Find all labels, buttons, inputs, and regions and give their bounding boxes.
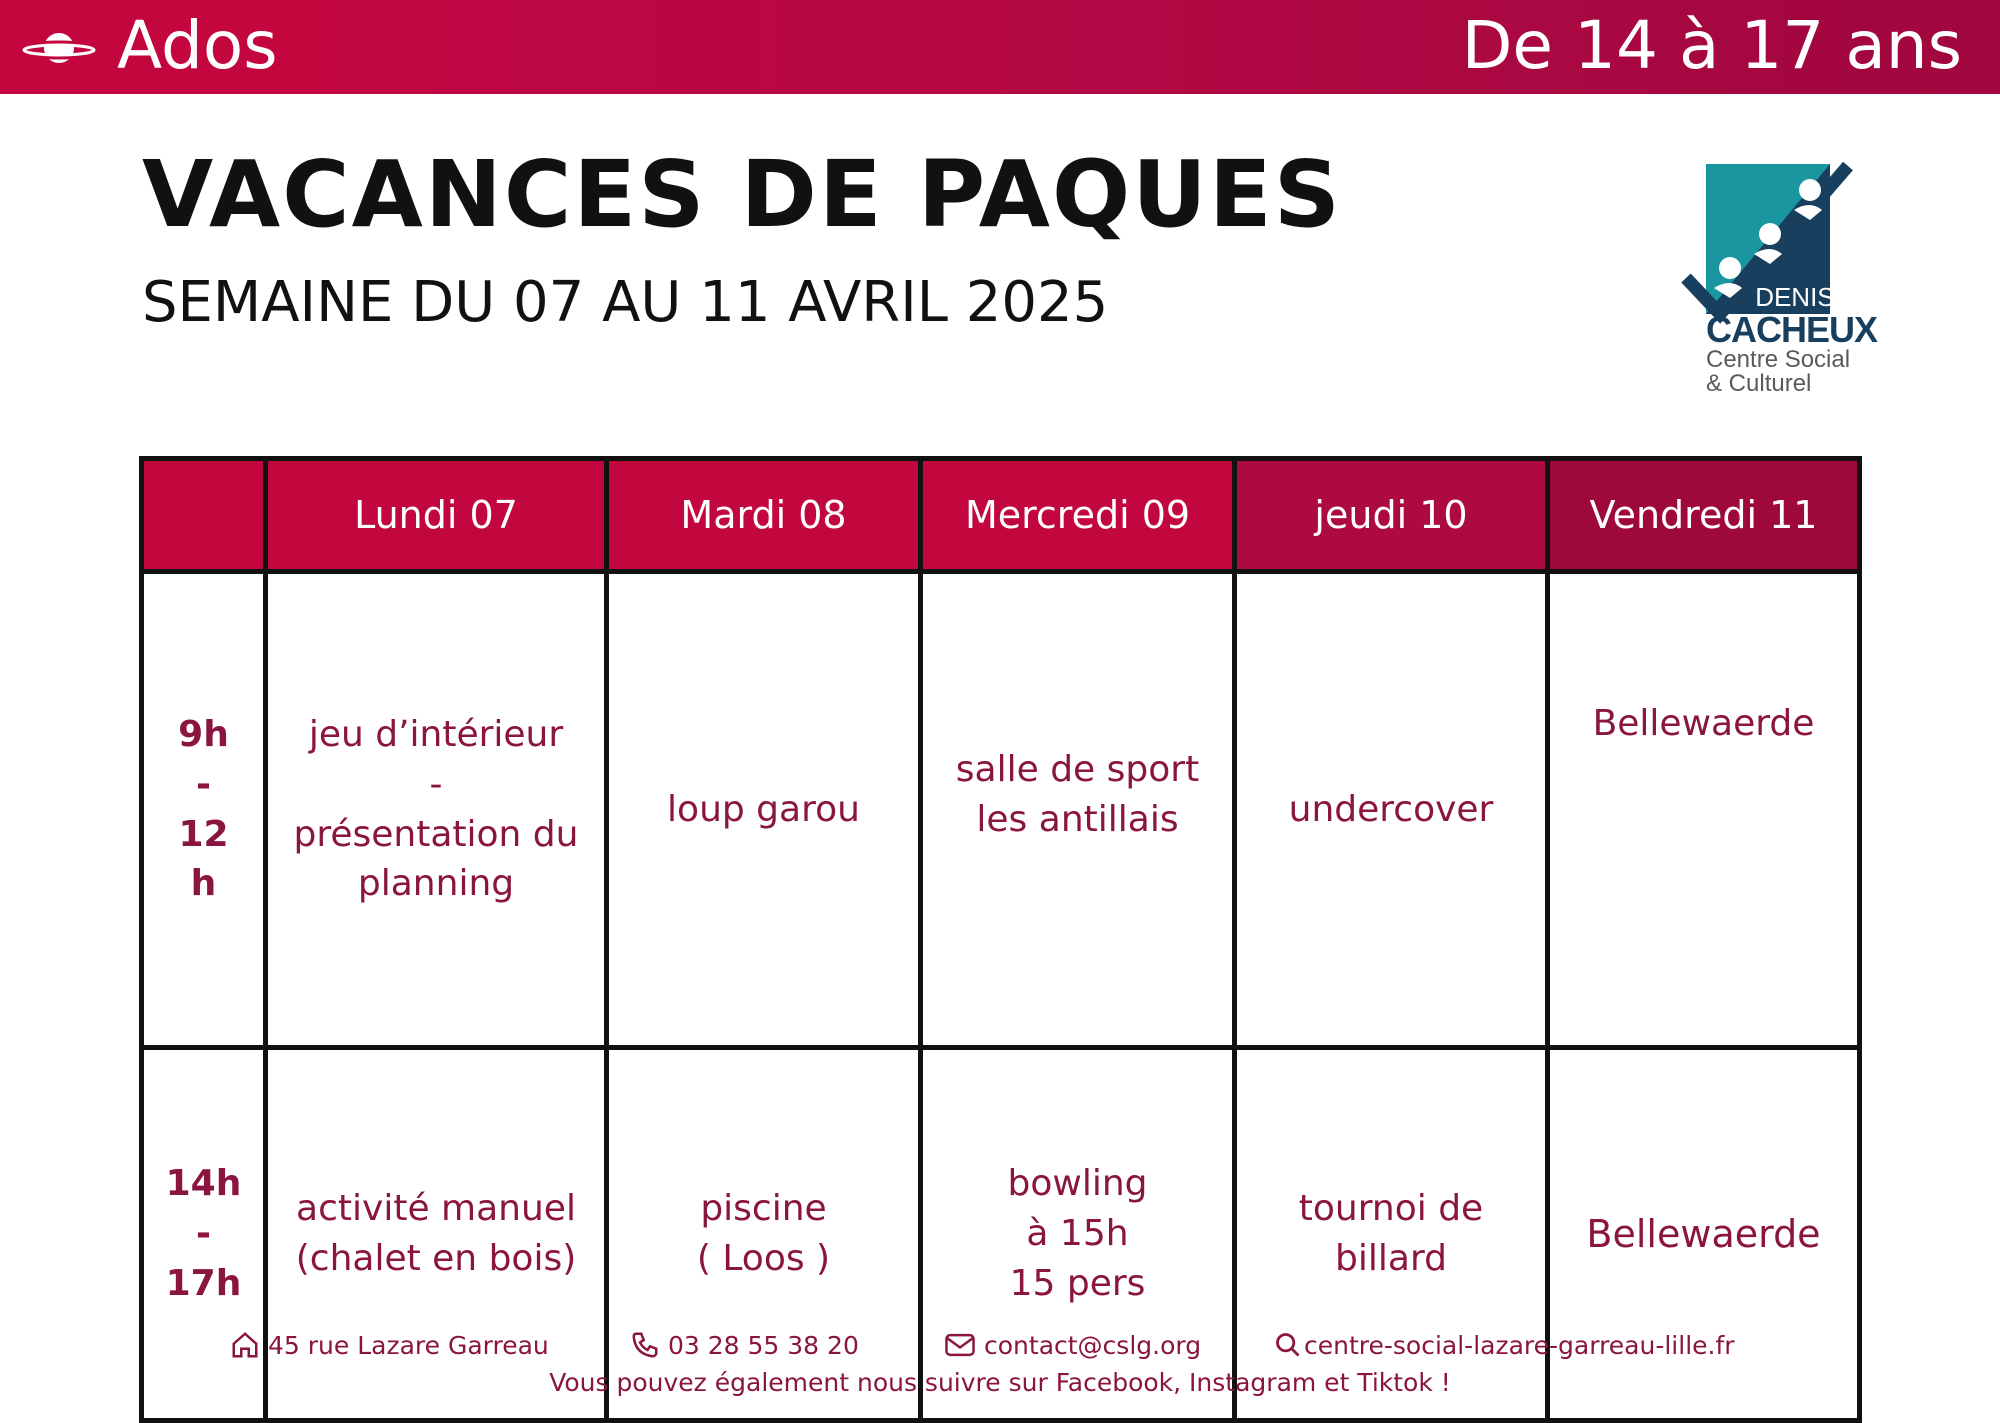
activity-cell	[921, 572, 1235, 1048]
centre-logo	[1680, 138, 1878, 398]
day-header: jeudi 10	[1235, 459, 1548, 572]
activity-line: piscine	[700, 1188, 827, 1230]
phone-icon	[630, 1330, 660, 1360]
phone-text[interactable]: 03 28 55 38 20	[668, 1330, 859, 1360]
address-contact	[230, 1330, 549, 1360]
website-contact[interactable]	[1274, 1330, 1735, 1360]
activity-line: 15 pers	[1009, 1262, 1146, 1304]
time-line: -	[196, 1213, 211, 1255]
logo-text-culturel: & Culturel	[1706, 370, 1812, 397]
schedule-table	[139, 456, 1862, 1423]
morning-row	[142, 572, 1860, 1048]
address-text: 45 rue Lazare Garreau	[268, 1330, 549, 1360]
top-banner	[0, 0, 2000, 94]
time-line: h	[190, 863, 217, 905]
activity-line: Bellewaerde	[1586, 1211, 1821, 1256]
footer-contacts	[230, 1330, 1790, 1370]
email-text[interactable]: contact@cslg.org	[984, 1330, 1202, 1360]
activity-line: bowling	[1007, 1163, 1148, 1205]
badge-label: Ados	[117, 7, 278, 84]
activity-line: billard	[1335, 1238, 1447, 1279]
age-range: De 14 à 17 ans	[1461, 7, 1962, 84]
activity-line: tournoi de	[1298, 1188, 1484, 1230]
activity-cell	[607, 572, 921, 1048]
activity-line: -	[429, 763, 443, 805]
phone-contact[interactable]	[630, 1330, 859, 1360]
activity-line: loup garou	[667, 788, 860, 830]
day-header: Vendredi 11	[1548, 459, 1860, 572]
website-text[interactable]: centre-social-lazare-garreau-lille.fr	[1304, 1330, 1735, 1360]
planet-icon	[20, 28, 98, 68]
day-header: Mardi 08	[607, 459, 921, 572]
activity-line: à 15h	[1026, 1213, 1129, 1255]
activity-line: Bellewaerde	[1592, 703, 1815, 744]
activity-line: ( Loos )	[696, 1238, 831, 1279]
mail-icon	[944, 1330, 976, 1360]
time-line: 17h	[165, 1262, 242, 1304]
email-contact[interactable]	[944, 1330, 1201, 1360]
activity-cell	[1548, 572, 1860, 1048]
time-line: 9h	[178, 714, 229, 756]
activity-line: (chalet en bois)	[295, 1238, 577, 1279]
activity-line: les antillais	[976, 798, 1179, 840]
logo-text-centre-social: Centre Social	[1706, 346, 1851, 373]
page-title: VACANCES DE PAQUES	[142, 141, 1342, 248]
page-subtitle: SEMAINE DU 07 AU 11 AVRIL 2025	[142, 270, 1109, 335]
day-header: Mercredi 09	[921, 459, 1235, 572]
activity-cell	[266, 572, 607, 1048]
time-line: 12	[178, 813, 229, 855]
activity-line: jeu d’intérieur	[308, 714, 564, 756]
activity-line: planning	[357, 863, 515, 905]
header-row	[142, 459, 1860, 572]
activity-line: activité manuel	[296, 1188, 576, 1230]
search-icon	[1274, 1330, 1302, 1360]
activity-cell	[1235, 572, 1548, 1048]
activity-line: présentation du	[293, 813, 579, 855]
activity-line: salle de sport	[955, 748, 1200, 790]
day-header: Lundi 07	[266, 459, 607, 572]
time-slot-morning	[142, 572, 266, 1048]
activity-line: undercover	[1288, 788, 1494, 830]
home-icon	[230, 1330, 260, 1360]
logo-text-cacheux: CACHEUX	[1706, 309, 1878, 350]
time-line: -	[196, 763, 211, 805]
logo-text-denise: DENISE	[1755, 282, 1852, 312]
audience-badge	[0, 0, 328, 94]
corner-cell	[142, 459, 266, 572]
social-note: Vous pouvez également nous suivre sur Facebook, Instagram et Tiktok !	[549, 1368, 1451, 1397]
time-line: 14h	[165, 1163, 242, 1205]
